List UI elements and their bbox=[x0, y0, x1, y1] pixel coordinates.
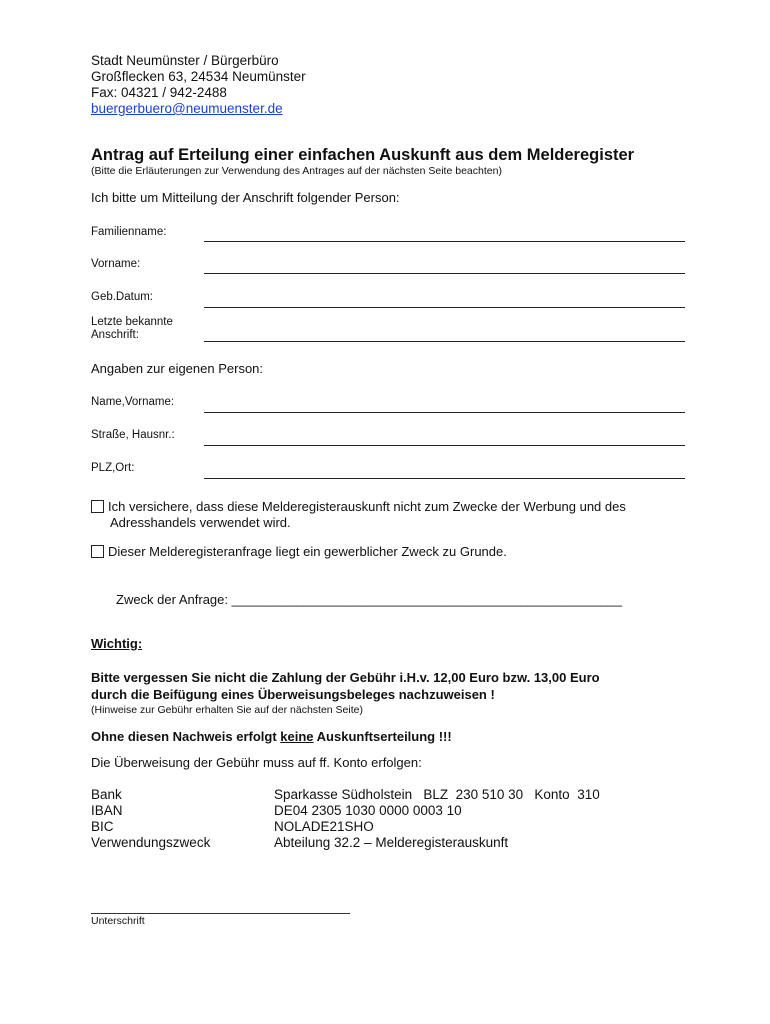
last-address-label-1: Letzte bekannte bbox=[91, 316, 173, 328]
sender-email-link[interactable]: buergerbuero@neumuenster.de bbox=[91, 101, 283, 116]
first-name-label: Vorname: bbox=[91, 258, 141, 270]
fee-line-2: durch die Beifügung eines Überweisungsbeleges nachzuweisen ! bbox=[91, 687, 495, 702]
sender-office: Stadt Neumünster / Bürgerbüro bbox=[91, 53, 279, 68]
birth-date-label: Geb.Datum: bbox=[91, 291, 153, 303]
reference-value: Abteilung 32.2 – Melderegisterauskunft bbox=[274, 835, 509, 850]
warning-pre: Ohne diesen Nachweis erfolgt bbox=[91, 729, 281, 744]
important-heading: Wichtig: bbox=[91, 636, 143, 651]
own-person-heading: Angaben zur eigenen Person: bbox=[91, 361, 264, 376]
sender-fax: Fax: 04321 / 942-2488 bbox=[91, 85, 227, 100]
warning-post: Auskunftserteilung !!! bbox=[313, 729, 452, 744]
fee-line-1: Bitte vergessen Sie nicht die Zahlung der Gebühr i.H.v. 12,00 Euro bzw. 13,00 Euro bbox=[91, 670, 600, 685]
sender-street: Großflecken 63, 24534 Neumünster bbox=[91, 69, 306, 84]
iban-label: IBAN bbox=[91, 803, 123, 818]
bank-value: Sparkasse Südholstein BLZ 230 510 30 Konto 310 bbox=[274, 787, 600, 802]
transfer-instruction: Die Überweisung der Gebühr muss auf ff. Konto erfolgen: bbox=[91, 755, 422, 770]
commercial-purpose-checkbox[interactable] bbox=[91, 545, 104, 558]
no-advertising-text-2: Adresshandels verwendet wird. bbox=[110, 515, 291, 530]
iban-value: DE04 2305 1030 0000 0003 10 bbox=[274, 803, 462, 818]
own-street-field[interactable] bbox=[204, 445, 685, 446]
fee-note: (Hinweise zur Gebühr erhalten Sie auf der nächsten Seite) bbox=[91, 704, 363, 716]
signature-line[interactable] bbox=[91, 913, 350, 914]
form-title: Antrag auf Erteilung einer einfachen Auskunft aus dem Melderegister bbox=[91, 146, 635, 164]
own-name-label: Name,Vorname: bbox=[91, 396, 175, 408]
form-subtitle: (Bitte die Erläuterungen zur Verwendung des Antrages auf der nächsten Seite beachten) bbox=[91, 165, 502, 177]
own-street-label: Straße, Hausnr.: bbox=[91, 429, 175, 441]
reference-label: Verwendungszweck bbox=[91, 835, 211, 850]
first-name-field[interactable] bbox=[204, 273, 685, 274]
own-city-label: PLZ,Ort: bbox=[91, 462, 135, 474]
checkbox-commercial-row bbox=[91, 544, 507, 559]
no-advertising-checkbox[interactable] bbox=[91, 500, 104, 513]
warning-emphasis: keine bbox=[280, 729, 314, 744]
form-intro: Ich bitte um Mitteilung der Anschrift folgender Person: bbox=[91, 190, 400, 205]
own-city-field[interactable] bbox=[204, 478, 685, 479]
bic-label: BIC bbox=[91, 819, 114, 834]
family-name-label: Familienname: bbox=[91, 226, 167, 238]
no-proof-warning bbox=[91, 729, 452, 744]
purpose-field[interactable]: Zweck der Anfrage: ______________________________________________________ bbox=[116, 592, 623, 607]
commercial-purpose-text: Dieser Melderegisteranfrage liegt ein gewerblicher Zweck zu Grunde. bbox=[108, 544, 507, 559]
bic-value: NOLADE21SHO bbox=[274, 819, 374, 834]
bank-label: Bank bbox=[91, 787, 122, 802]
no-advertising-text: Ich versichere, dass diese Melderegisterauskunft nicht zum Zwecke der Werbung und des bbox=[108, 499, 626, 514]
own-name-field[interactable] bbox=[204, 412, 685, 413]
signature-label: Unterschrift bbox=[91, 915, 145, 927]
checkbox-no-advertising-row bbox=[91, 499, 626, 514]
last-address-field[interactable] bbox=[204, 341, 685, 342]
birth-date-field[interactable] bbox=[204, 307, 685, 308]
last-address-label-2: Anschrift: bbox=[91, 329, 139, 341]
family-name-field[interactable] bbox=[204, 241, 685, 242]
